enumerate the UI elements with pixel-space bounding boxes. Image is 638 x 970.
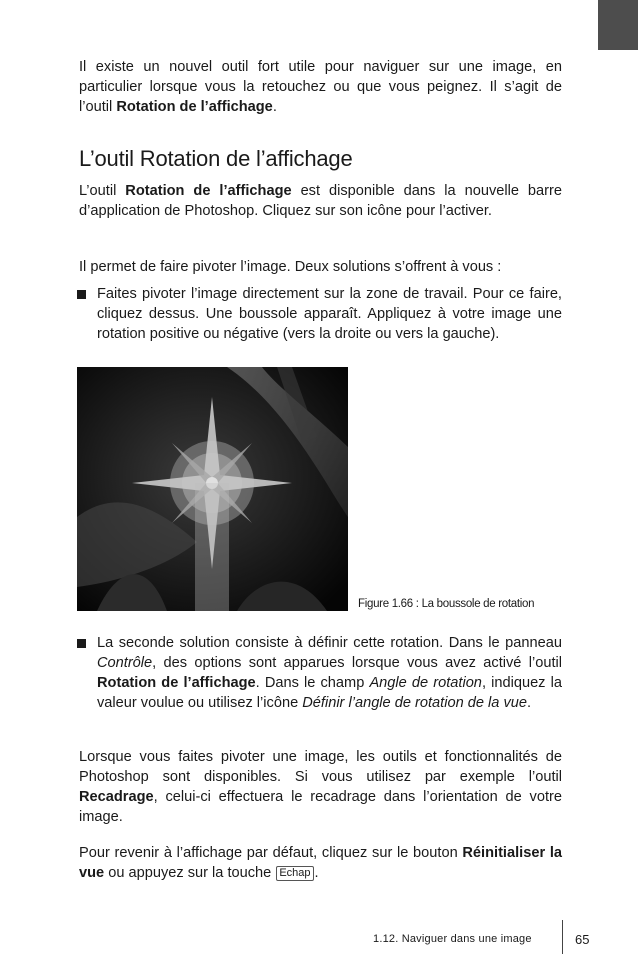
para4-text-end: . — [314, 865, 319, 881]
bullet-square-icon — [77, 639, 86, 648]
paragraph-3 — [79, 747, 562, 827]
section-heading: L’outil Rotation de l’affichage — [79, 146, 353, 171]
compass-figure-image — [77, 367, 348, 611]
para4-bold: Réinitialiser la vue — [79, 845, 562, 881]
para4-text: Pour revenir à l’affichage par défaut, cliquez sur le bouton — [79, 845, 463, 861]
bullet2-italic-definir: Définir l’angle de rotation de la vue — [302, 695, 527, 711]
footer-divider — [562, 920, 563, 954]
bullet2-text-e: . — [526, 695, 532, 711]
paragraph-1 — [79, 181, 562, 221]
intro-bold: Rotation de l’affichage — [116, 99, 273, 115]
running-footer-section: 1.12. Naviguer dans une image — [373, 933, 532, 945]
paragraph-2: Il permet de faire pivoter l’image. Deux solutions s’offrent à vous : — [79, 259, 502, 275]
bullet2-italic-controle: Contrôle — [97, 655, 153, 671]
figure-caption-text: La boussole de rotation — [418, 598, 535, 610]
para1-text: L’outil — [79, 183, 126, 199]
bullet2-text-d: , indiquez la valeur voulue ou utilisez l’icône — [97, 675, 562, 711]
para3-bold: Recadrage — [79, 789, 154, 805]
paragraph-4 — [79, 843, 562, 883]
bullet-1-text: Faites pivoter l’image directement sur la zone de travail. Pour ce faire, cliquez dessus. Une boussole apparaît. Appliquez à votre image une rotation positive ou négative (vers la droite ou vers la gauche). — [97, 286, 562, 342]
escape-key-label: Echap — [276, 866, 313, 881]
bullet2-italic-angle: Angle de rotation — [369, 675, 482, 691]
bullet-2-text — [97, 633, 562, 713]
intro-paragraph — [79, 57, 562, 117]
rotation-compass-illustration — [77, 367, 348, 611]
page-number: 65 — [575, 932, 590, 947]
para1-text-end: est disponible dans la nouvelle barre d’application de Photoshop. Cliquez sur son icône pour l’activer. — [79, 183, 562, 219]
para4-text-b: ou appuyez sur la touche — [104, 865, 276, 881]
bullet-item-1 — [77, 284, 562, 344]
bullet2-text-b: , des options sont apparues lorsque vous avez activé l’outil — [152, 655, 562, 671]
figure-caption — [358, 598, 534, 610]
bullet2-text-a: La seconde solution consiste à définir cette rotation. Dans le panneau — [97, 635, 562, 651]
para3-text-end: , celui-ci effectuera le recadrage dans l’orientation de votre image. — [79, 789, 562, 825]
para1-bold: Rotation de l’affichage — [125, 183, 292, 199]
bullet2-bold-tool: Rotation de l’affichage — [97, 675, 256, 691]
bullet-item-2 — [77, 633, 562, 713]
intro-text: Il existe un nouvel outil fort utile pour naviguer sur une image, en particulier lorsque vous la retouchez ou que vous peignez. Il s’agit de l’outil — [79, 59, 562, 115]
intro-text-end: . — [272, 99, 277, 115]
bullet2-text-c: . Dans le champ — [255, 675, 370, 691]
figure-label: Figure 1.66 : — [358, 598, 419, 610]
para3-text: Lorsque vous faites pivoter une image, les outils et fonctionnalités de Photoshop sont disponibles. Si vous utilisez par exemple l’outil — [79, 749, 562, 785]
bullet-square-icon — [77, 290, 86, 299]
corner-thumb-tab — [598, 0, 638, 50]
